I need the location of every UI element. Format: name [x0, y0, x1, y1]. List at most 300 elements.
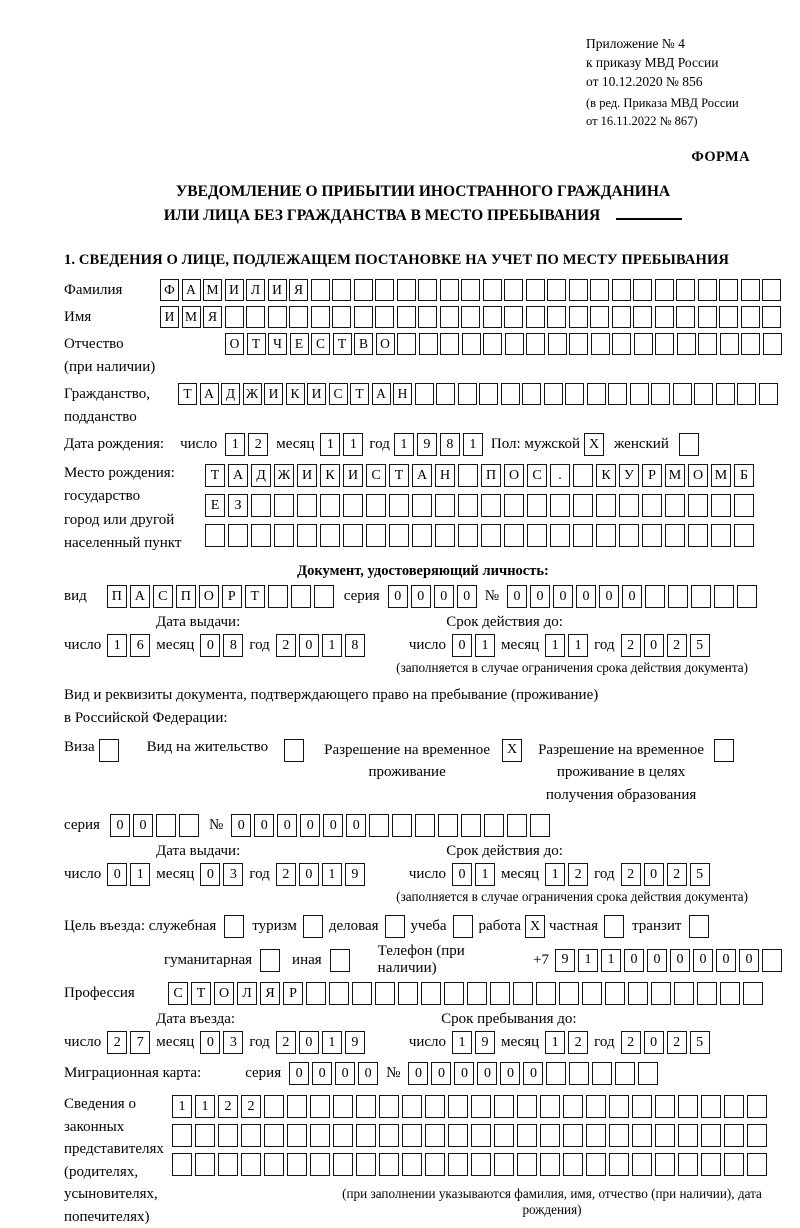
transit-checkbox[interactable]	[689, 915, 709, 938]
char-cell[interactable]: X	[584, 433, 604, 456]
char-cell[interactable]	[573, 464, 593, 487]
char-cell[interactable]	[550, 524, 570, 547]
tourism-checkbox[interactable]	[303, 915, 323, 938]
char-cell[interactable]	[310, 1124, 330, 1147]
char-cell[interactable]	[397, 333, 416, 355]
char-cell[interactable]	[743, 982, 763, 1005]
char-cell[interactable]	[676, 306, 695, 328]
residence-permit-checkbox[interactable]	[284, 739, 304, 762]
char-cell[interactable]	[462, 333, 481, 355]
char-cell[interactable]	[526, 279, 545, 301]
char-cell[interactable]: Т	[389, 464, 409, 487]
char-cell[interactable]	[333, 1153, 353, 1176]
char-cell[interactable]	[415, 383, 434, 405]
char-cell[interactable]	[332, 306, 351, 328]
char-cell[interactable]: 0	[312, 1062, 332, 1085]
char-cell[interactable]	[678, 1124, 698, 1147]
char-cell[interactable]	[494, 1124, 514, 1147]
char-cell[interactable]: Ф	[160, 279, 179, 301]
char-cell[interactable]	[483, 306, 502, 328]
char-cell[interactable]: К	[596, 464, 616, 487]
char-cell[interactable]: С	[329, 383, 348, 405]
char-cell[interactable]: 3	[223, 1031, 243, 1054]
char-cell[interactable]	[369, 814, 389, 837]
char-cell[interactable]: X	[525, 915, 545, 938]
birth-month-input[interactable]	[320, 433, 363, 456]
char-cell[interactable]	[612, 279, 631, 301]
char-cell[interactable]	[343, 524, 363, 547]
iddoc-issue-day-input[interactable]	[107, 634, 150, 657]
char-cell[interactable]	[698, 279, 717, 301]
char-cell[interactable]: П	[481, 464, 501, 487]
char-cell[interactable]: 0	[289, 1062, 309, 1085]
char-cell[interactable]: 1	[601, 949, 621, 972]
char-cell[interactable]	[425, 1153, 445, 1176]
visa-checkbox[interactable]	[99, 739, 119, 762]
char-cell[interactable]	[522, 383, 541, 405]
char-cell[interactable]: А	[182, 279, 201, 301]
char-cell[interactable]	[526, 306, 545, 328]
char-cell[interactable]	[591, 333, 610, 355]
entry-year-input[interactable]	[276, 1031, 365, 1054]
iddoc-issue-month-input[interactable]	[200, 634, 243, 657]
char-cell[interactable]	[573, 494, 593, 517]
char-cell[interactable]: 5	[690, 634, 710, 657]
char-cell[interactable]: С	[153, 585, 173, 608]
char-cell[interactable]: 1	[545, 863, 565, 886]
char-cell[interactable]	[550, 494, 570, 517]
char-cell[interactable]: 2	[621, 1031, 641, 1054]
char-cell[interactable]	[375, 306, 394, 328]
char-cell[interactable]: С	[311, 333, 330, 355]
char-cell[interactable]	[501, 383, 520, 405]
char-cell[interactable]: 1	[578, 949, 598, 972]
char-cell[interactable]: .	[550, 464, 570, 487]
char-cell[interactable]	[264, 1153, 284, 1176]
char-cell[interactable]: 0	[576, 585, 596, 608]
char-cell[interactable]: Ж	[274, 464, 294, 487]
char-cell[interactable]	[720, 982, 740, 1005]
char-cell[interactable]: 8	[440, 433, 460, 456]
char-cell[interactable]	[634, 333, 653, 355]
char-cell[interactable]: Е	[290, 333, 309, 355]
char-cell[interactable]: 2	[276, 634, 296, 657]
char-cell[interactable]	[343, 494, 363, 517]
char-cell[interactable]: 1	[225, 433, 245, 456]
birthplace-input-row1[interactable]	[205, 464, 754, 487]
birth-day-input[interactable]	[225, 433, 268, 456]
char-cell[interactable]	[379, 1095, 399, 1118]
char-cell[interactable]	[563, 1153, 583, 1176]
char-cell[interactable]	[737, 585, 757, 608]
char-cell[interactable]	[241, 1153, 261, 1176]
char-cell[interactable]	[504, 306, 523, 328]
phone-input[interactable]	[555, 949, 782, 972]
char-cell[interactable]	[389, 524, 409, 547]
char-cell[interactable]: 0	[411, 585, 431, 608]
migration-series-input[interactable]	[289, 1062, 378, 1085]
char-cell[interactable]	[448, 1153, 468, 1176]
char-cell[interactable]	[356, 1095, 376, 1118]
char-cell[interactable]: 1	[545, 634, 565, 657]
private-checkbox[interactable]	[604, 915, 624, 938]
char-cell[interactable]: О	[376, 333, 395, 355]
char-cell[interactable]	[264, 1095, 284, 1118]
char-cell[interactable]: 0	[670, 949, 690, 972]
char-cell[interactable]: Т	[178, 383, 197, 405]
char-cell[interactable]	[632, 1124, 652, 1147]
char-cell[interactable]	[630, 383, 649, 405]
char-cell[interactable]	[289, 306, 308, 328]
char-cell[interactable]	[569, 306, 588, 328]
char-cell[interactable]	[419, 333, 438, 355]
birthplace-input-row2[interactable]	[205, 494, 754, 517]
char-cell[interactable]	[471, 1095, 491, 1118]
char-cell[interactable]	[311, 279, 330, 301]
char-cell[interactable]	[461, 814, 481, 837]
char-cell[interactable]	[609, 1153, 629, 1176]
char-cell[interactable]: И	[343, 464, 363, 487]
char-cell[interactable]	[507, 814, 527, 837]
char-cell[interactable]: Л	[237, 982, 257, 1005]
char-cell[interactable]	[260, 949, 280, 972]
char-cell[interactable]	[762, 279, 781, 301]
char-cell[interactable]	[385, 915, 405, 938]
char-cell[interactable]	[218, 1153, 238, 1176]
char-cell[interactable]	[762, 306, 781, 328]
char-cell[interactable]	[546, 1062, 566, 1085]
char-cell[interactable]	[205, 524, 225, 547]
char-cell[interactable]: 0	[624, 949, 644, 972]
char-cell[interactable]	[688, 524, 708, 547]
char-cell[interactable]	[655, 1153, 675, 1176]
sex-male-checkbox[interactable]	[584, 433, 604, 456]
char-cell[interactable]	[655, 1095, 675, 1118]
char-cell[interactable]	[724, 1095, 744, 1118]
resdoc-issue-month-input[interactable]	[200, 863, 243, 886]
char-cell[interactable]: 1	[322, 634, 342, 657]
char-cell[interactable]: И	[307, 383, 326, 405]
char-cell[interactable]: Ж	[243, 383, 262, 405]
char-cell[interactable]	[724, 1124, 744, 1147]
char-cell[interactable]	[517, 1153, 537, 1176]
char-cell[interactable]	[354, 306, 373, 328]
resdoc-valid-day-input[interactable]	[452, 863, 495, 886]
char-cell[interactable]	[458, 494, 478, 517]
char-cell[interactable]	[375, 279, 394, 301]
patronymic-input[interactable]	[225, 333, 782, 355]
char-cell[interactable]	[291, 585, 311, 608]
char-cell[interactable]	[274, 524, 294, 547]
char-cell[interactable]: 0	[299, 634, 319, 657]
char-cell[interactable]	[609, 1124, 629, 1147]
char-cell[interactable]: 0	[647, 949, 667, 972]
char-cell[interactable]	[392, 814, 412, 837]
char-cell[interactable]	[458, 524, 478, 547]
char-cell[interactable]	[311, 306, 330, 328]
char-cell[interactable]: Я	[260, 982, 280, 1005]
char-cell[interactable]: 0	[358, 1062, 378, 1085]
char-cell[interactable]	[719, 279, 738, 301]
char-cell[interactable]: 0	[599, 585, 619, 608]
char-cell[interactable]	[586, 1095, 606, 1118]
char-cell[interactable]: 2	[241, 1095, 261, 1118]
char-cell[interactable]	[415, 814, 435, 837]
char-cell[interactable]: Е	[205, 494, 225, 517]
char-cell[interactable]: 0	[277, 814, 297, 837]
study-checkbox[interactable]	[453, 915, 473, 938]
char-cell[interactable]: 8	[345, 634, 365, 657]
char-cell[interactable]	[763, 333, 782, 355]
char-cell[interactable]: 1	[130, 863, 150, 886]
char-cell[interactable]	[268, 585, 288, 608]
char-cell[interactable]	[448, 1124, 468, 1147]
iddoc-valid-day-input[interactable]	[452, 634, 495, 657]
char-cell[interactable]: И	[297, 464, 317, 487]
char-cell[interactable]	[587, 383, 606, 405]
char-cell[interactable]: 1	[343, 433, 363, 456]
char-cell[interactable]	[461, 306, 480, 328]
char-cell[interactable]	[379, 1153, 399, 1176]
temp-permit-checkbox[interactable]	[502, 739, 522, 762]
representatives-input-row1[interactable]	[172, 1095, 782, 1118]
char-cell[interactable]	[172, 1153, 192, 1176]
stay-day-input[interactable]	[452, 1031, 495, 1054]
char-cell[interactable]: 2	[107, 1031, 127, 1054]
char-cell[interactable]	[633, 306, 652, 328]
char-cell[interactable]: К	[320, 464, 340, 487]
char-cell[interactable]	[714, 739, 734, 762]
char-cell[interactable]: 0	[507, 585, 527, 608]
char-cell[interactable]	[697, 982, 717, 1005]
char-cell[interactable]	[655, 333, 674, 355]
char-cell[interactable]: 0	[644, 634, 664, 657]
char-cell[interactable]	[517, 1124, 537, 1147]
char-cell[interactable]: 9	[475, 1031, 495, 1054]
char-cell[interactable]	[674, 982, 694, 1005]
char-cell[interactable]	[526, 333, 545, 355]
char-cell[interactable]	[156, 814, 176, 837]
char-cell[interactable]	[356, 1153, 376, 1176]
char-cell[interactable]	[741, 306, 760, 328]
char-cell[interactable]	[527, 524, 547, 547]
char-cell[interactable]	[676, 279, 695, 301]
char-cell[interactable]: М	[711, 464, 731, 487]
char-cell[interactable]	[251, 524, 271, 547]
char-cell[interactable]	[440, 279, 459, 301]
char-cell[interactable]	[494, 1153, 514, 1176]
char-cell[interactable]	[530, 814, 550, 837]
representatives-input-row3[interactable]	[172, 1153, 782, 1176]
char-cell[interactable]	[540, 1153, 560, 1176]
char-cell[interactable]: Д	[251, 464, 271, 487]
char-cell[interactable]	[246, 306, 265, 328]
char-cell[interactable]	[425, 1095, 445, 1118]
char-cell[interactable]	[225, 306, 244, 328]
char-cell[interactable]	[375, 982, 395, 1005]
char-cell[interactable]	[665, 524, 685, 547]
entry-day-input[interactable]	[107, 1031, 150, 1054]
char-cell[interactable]	[517, 1095, 537, 1118]
char-cell[interactable]: 0	[452, 863, 472, 886]
char-cell[interactable]	[479, 383, 498, 405]
char-cell[interactable]	[366, 494, 386, 517]
iddoc-series-input[interactable]	[388, 585, 477, 608]
char-cell[interactable]	[513, 982, 533, 1005]
char-cell[interactable]	[716, 383, 735, 405]
char-cell[interactable]: 6	[130, 634, 150, 657]
char-cell[interactable]: 0	[454, 1062, 474, 1085]
char-cell[interactable]	[734, 524, 754, 547]
char-cell[interactable]	[762, 949, 782, 972]
char-cell[interactable]: 0	[300, 814, 320, 837]
iddoc-kind-input[interactable]	[107, 585, 334, 608]
char-cell[interactable]	[527, 494, 547, 517]
char-cell[interactable]: О	[199, 585, 219, 608]
char-cell[interactable]: К	[286, 383, 305, 405]
char-cell[interactable]	[747, 1124, 767, 1147]
char-cell[interactable]	[582, 982, 602, 1005]
char-cell[interactable]	[251, 494, 271, 517]
char-cell[interactable]	[458, 464, 478, 487]
char-cell[interactable]: 0	[335, 1062, 355, 1085]
char-cell[interactable]: Т	[191, 982, 211, 1005]
char-cell[interactable]: М	[182, 306, 201, 328]
char-cell[interactable]	[619, 494, 639, 517]
char-cell[interactable]	[605, 982, 625, 1005]
char-cell[interactable]: 1	[322, 863, 342, 886]
char-cell[interactable]: X	[502, 739, 522, 762]
char-cell[interactable]	[569, 333, 588, 355]
char-cell[interactable]	[490, 982, 510, 1005]
char-cell[interactable]	[619, 524, 639, 547]
char-cell[interactable]	[389, 494, 409, 517]
char-cell[interactable]: 0	[107, 863, 127, 886]
char-cell[interactable]	[747, 1095, 767, 1118]
char-cell[interactable]: 0	[716, 949, 736, 972]
char-cell[interactable]: 0	[200, 863, 220, 886]
char-cell[interactable]	[628, 982, 648, 1005]
char-cell[interactable]	[333, 1095, 353, 1118]
char-cell[interactable]	[504, 524, 524, 547]
char-cell[interactable]: 0	[644, 1031, 664, 1054]
char-cell[interactable]	[483, 333, 502, 355]
char-cell[interactable]	[440, 333, 459, 355]
char-cell[interactable]: М	[203, 279, 222, 301]
char-cell[interactable]: О	[504, 464, 524, 487]
char-cell[interactable]: И	[160, 306, 179, 328]
char-cell[interactable]	[332, 279, 351, 301]
char-cell[interactable]	[586, 1124, 606, 1147]
char-cell[interactable]	[99, 739, 119, 762]
char-cell[interactable]	[333, 1124, 353, 1147]
char-cell[interactable]: 0	[500, 1062, 520, 1085]
char-cell[interactable]	[678, 1153, 698, 1176]
char-cell[interactable]: Д	[221, 383, 240, 405]
char-cell[interactable]	[352, 982, 372, 1005]
char-cell[interactable]: 1	[545, 1031, 565, 1054]
char-cell[interactable]: О	[688, 464, 708, 487]
char-cell[interactable]	[536, 982, 556, 1005]
char-cell[interactable]	[547, 279, 566, 301]
birthplace-input-row3[interactable]	[205, 524, 754, 547]
char-cell[interactable]	[673, 383, 692, 405]
char-cell[interactable]	[655, 1124, 675, 1147]
purpose-official-checkbox[interactable]	[224, 915, 244, 938]
char-cell[interactable]: Б	[734, 464, 754, 487]
char-cell[interactable]: 0	[693, 949, 713, 972]
char-cell[interactable]: 1	[463, 433, 483, 456]
char-cell[interactable]	[638, 1062, 658, 1085]
char-cell[interactable]	[471, 1124, 491, 1147]
char-cell[interactable]: 3	[223, 863, 243, 886]
char-cell[interactable]: 0	[523, 1062, 543, 1085]
char-cell[interactable]	[264, 1124, 284, 1147]
char-cell[interactable]	[612, 333, 631, 355]
representatives-input-row2[interactable]	[172, 1124, 782, 1147]
char-cell[interactable]: 1	[320, 433, 340, 456]
char-cell[interactable]	[759, 383, 778, 405]
char-cell[interactable]: А	[200, 383, 219, 405]
surname-input[interactable]	[160, 279, 781, 301]
char-cell[interactable]: 2	[276, 1031, 296, 1054]
char-cell[interactable]: 2	[218, 1095, 238, 1118]
char-cell[interactable]	[678, 1095, 698, 1118]
char-cell[interactable]	[366, 524, 386, 547]
char-cell[interactable]	[642, 494, 662, 517]
char-cell[interactable]: С	[366, 464, 386, 487]
char-cell[interactable]	[297, 494, 317, 517]
iddoc-valid-year-input[interactable]	[621, 634, 710, 657]
char-cell[interactable]: 1	[172, 1095, 192, 1118]
char-cell[interactable]: П	[107, 585, 127, 608]
char-cell[interactable]	[665, 494, 685, 517]
char-cell[interactable]	[655, 279, 674, 301]
resdoc-issue-day-input[interactable]	[107, 863, 150, 886]
char-cell[interactable]: П	[176, 585, 196, 608]
char-cell[interactable]	[604, 915, 624, 938]
char-cell[interactable]: 1	[475, 863, 495, 886]
resdoc-number-input[interactable]	[231, 814, 550, 837]
char-cell[interactable]: Т	[333, 333, 352, 355]
char-cell[interactable]	[540, 1124, 560, 1147]
iddoc-number-input[interactable]	[507, 585, 757, 608]
char-cell[interactable]	[329, 982, 349, 1005]
char-cell[interactable]: 1	[452, 1031, 472, 1054]
char-cell[interactable]	[297, 524, 317, 547]
char-cell[interactable]	[218, 1124, 238, 1147]
stay-year-input[interactable]	[621, 1031, 710, 1054]
char-cell[interactable]: М	[665, 464, 685, 487]
char-cell[interactable]	[689, 915, 709, 938]
char-cell[interactable]	[590, 306, 609, 328]
char-cell[interactable]	[397, 279, 416, 301]
char-cell[interactable]: 0	[553, 585, 573, 608]
char-cell[interactable]: 0	[644, 863, 664, 886]
char-cell[interactable]	[547, 306, 566, 328]
char-cell[interactable]: И	[268, 279, 287, 301]
char-cell[interactable]	[565, 383, 584, 405]
char-cell[interactable]	[711, 524, 731, 547]
char-cell[interactable]	[268, 306, 287, 328]
resdoc-valid-year-input[interactable]	[621, 863, 710, 886]
char-cell[interactable]	[444, 982, 464, 1005]
char-cell[interactable]	[310, 1095, 330, 1118]
char-cell[interactable]: О	[225, 333, 244, 355]
char-cell[interactable]	[195, 1124, 215, 1147]
char-cell[interactable]: 0	[254, 814, 274, 837]
char-cell[interactable]: 1	[568, 634, 588, 657]
